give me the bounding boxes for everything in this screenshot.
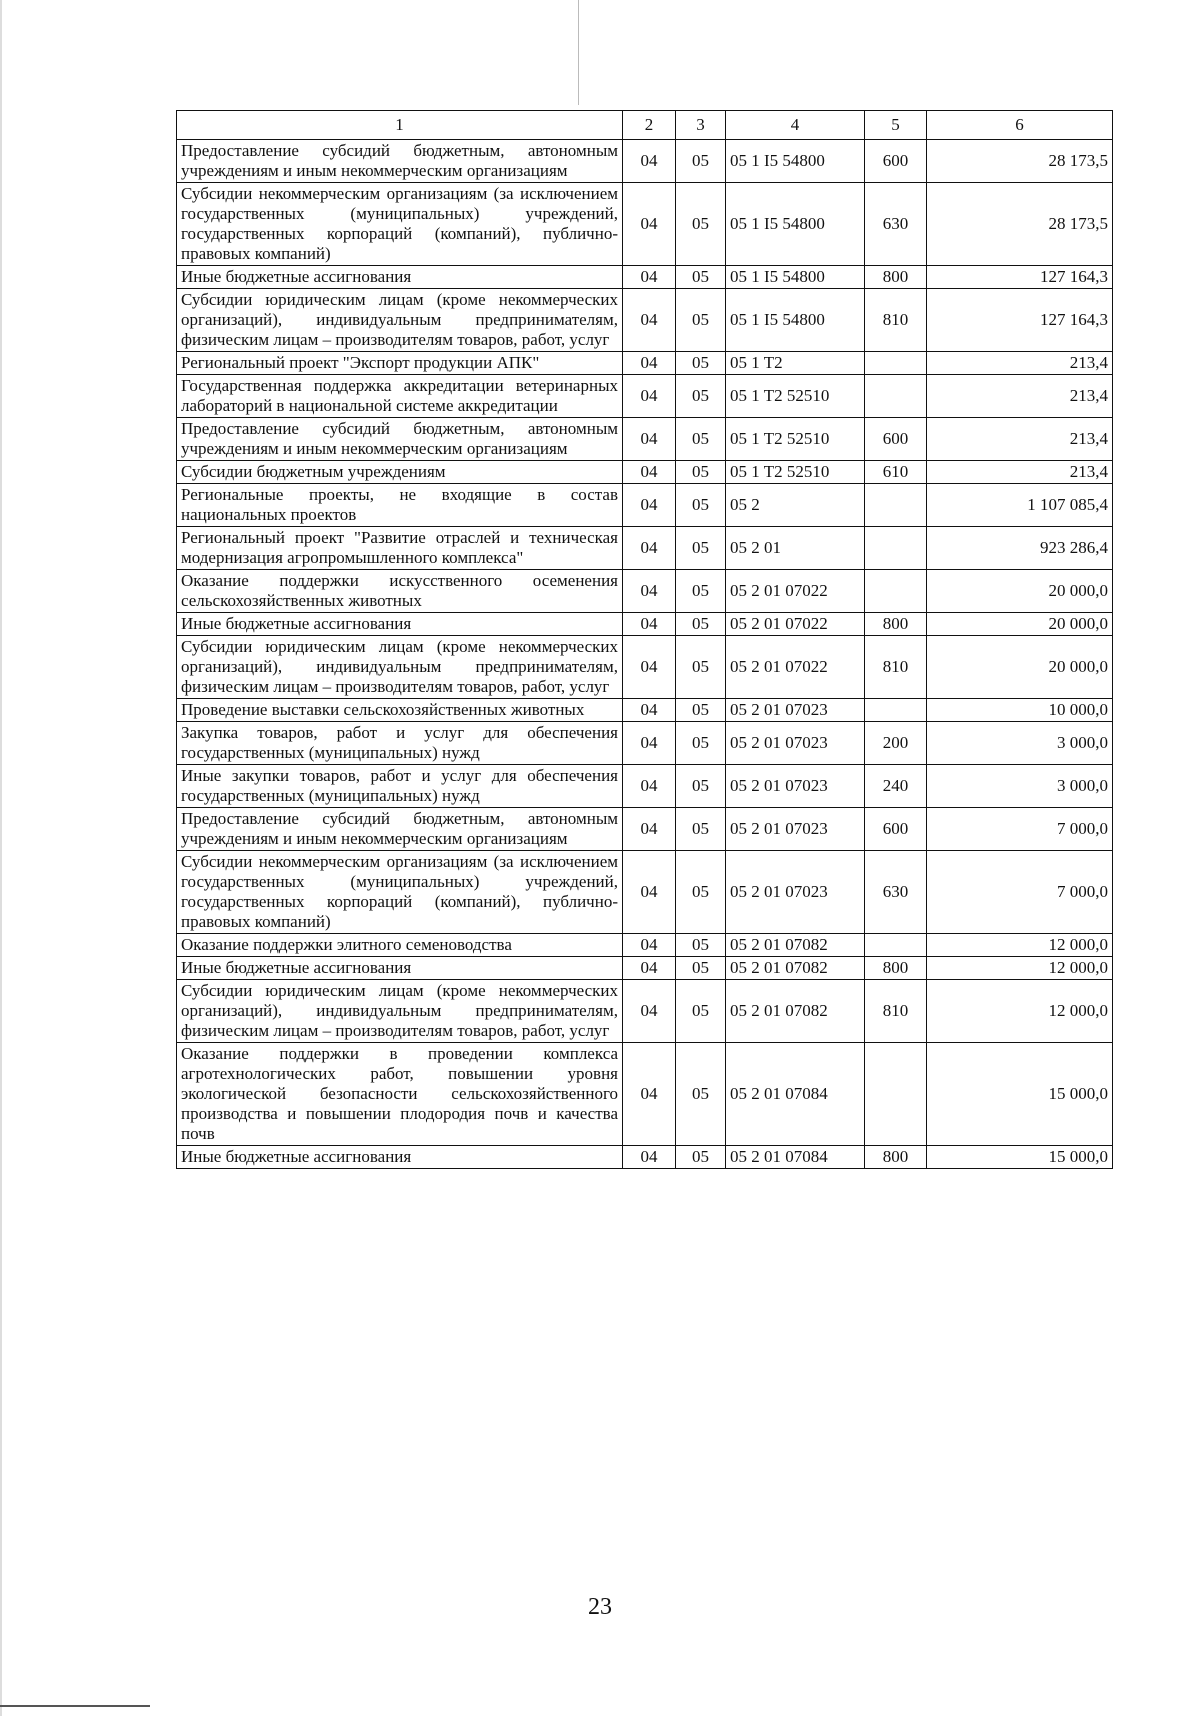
row-name-cell: Региональный проект "Экспорт продукции АПК" — [177, 352, 623, 375]
row-subsection-cell: 05 — [676, 980, 726, 1043]
row-name-cell: Региональный проект "Развитие отраслей и техническая модернизация агропромышленного комплекса" — [177, 527, 623, 570]
row-amount-cell: 28 173,5 — [927, 140, 1113, 183]
row-name-cell: Закупка товаров, работ и услуг для обеспечения государственных (муниципальных) нужд — [177, 722, 623, 765]
row-section-cell: 04 — [623, 484, 676, 527]
row-subsection-cell: 05 — [676, 765, 726, 808]
row-subsection-cell: 05 — [676, 1146, 726, 1169]
row-target-article-cell: 05 2 01 07023 — [726, 722, 865, 765]
row-amount-cell: 213,4 — [927, 352, 1113, 375]
row-expense-type-cell: 800 — [865, 266, 927, 289]
row-subsection-cell: 05 — [676, 375, 726, 418]
row-target-article-cell: 05 1 I5 54800 — [726, 266, 865, 289]
row-name-cell: Оказание поддержки в проведении комплекса агротехнологических работ, повышении уровня экологической безопасности сельскохозяйственного производства и повышении плодородия почв и качества почв — [177, 1043, 623, 1146]
row-target-article-cell: 05 2 01 07082 — [726, 934, 865, 957]
row-amount-cell: 12 000,0 — [927, 980, 1113, 1043]
row-subsection-cell: 05 — [676, 934, 726, 957]
row-target-article-cell: 05 2 01 07023 — [726, 808, 865, 851]
row-expense-type-cell: 810 — [865, 636, 927, 699]
row-subsection-cell: 05 — [676, 1043, 726, 1146]
row-subsection-cell: 05 — [676, 418, 726, 461]
row-subsection-cell: 05 — [676, 266, 726, 289]
row-target-article-cell: 05 2 01 07022 — [726, 570, 865, 613]
row-target-article-cell: 05 1 T2 52510 — [726, 418, 865, 461]
table-row — [177, 418, 1113, 461]
column-header-2: 2 — [623, 111, 676, 140]
row-target-article-cell: 05 1 I5 54800 — [726, 140, 865, 183]
row-target-article-cell: 05 1 I5 54800 — [726, 183, 865, 266]
row-section-cell: 04 — [623, 352, 676, 375]
table-row — [177, 613, 1113, 636]
row-section-cell: 04 — [623, 699, 676, 722]
budget-table — [176, 110, 1113, 1169]
row-name-cell: Иные бюджетные ассигнования — [177, 613, 623, 636]
row-expense-type-cell: 240 — [865, 765, 927, 808]
row-amount-cell: 127 164,3 — [927, 289, 1113, 352]
column-header-5: 5 — [865, 111, 927, 140]
table-header-row — [177, 111, 1113, 140]
row-amount-cell: 3 000,0 — [927, 722, 1113, 765]
row-target-article-cell: 05 2 01 07084 — [726, 1043, 865, 1146]
row-expense-type-cell — [865, 934, 927, 957]
table-row — [177, 1043, 1113, 1146]
row-expense-type-cell: 630 — [865, 183, 927, 266]
row-subsection-cell: 05 — [676, 613, 726, 636]
scan-fold-line — [578, 0, 579, 105]
row-expense-type-cell: 800 — [865, 1146, 927, 1169]
row-expense-type-cell — [865, 375, 927, 418]
row-amount-cell: 12 000,0 — [927, 934, 1113, 957]
row-subsection-cell: 05 — [676, 636, 726, 699]
row-target-article-cell: 05 2 — [726, 484, 865, 527]
row-amount-cell: 3 000,0 — [927, 765, 1113, 808]
row-target-article-cell: 05 1 I5 54800 — [726, 289, 865, 352]
table-row — [177, 570, 1113, 613]
row-subsection-cell: 05 — [676, 808, 726, 851]
table-row — [177, 484, 1113, 527]
row-section-cell: 04 — [623, 266, 676, 289]
row-name-cell: Иные бюджетные ассигнования — [177, 1146, 623, 1169]
table-row — [177, 765, 1113, 808]
table-row — [177, 140, 1113, 183]
row-expense-type-cell — [865, 699, 927, 722]
row-subsection-cell: 05 — [676, 484, 726, 527]
row-section-cell: 04 — [623, 1043, 676, 1146]
row-section-cell: 04 — [623, 613, 676, 636]
column-header-1: 1 — [177, 111, 623, 140]
bottom-rule — [0, 1705, 150, 1707]
row-amount-cell: 20 000,0 — [927, 613, 1113, 636]
row-expense-type-cell: 810 — [865, 980, 927, 1043]
row-expense-type-cell: 630 — [865, 851, 927, 934]
row-section-cell: 04 — [623, 980, 676, 1043]
row-name-cell: Иные бюджетные ассигнования — [177, 266, 623, 289]
row-subsection-cell: 05 — [676, 352, 726, 375]
table-row — [177, 636, 1113, 699]
row-target-article-cell: 05 2 01 07082 — [726, 980, 865, 1043]
row-section-cell: 04 — [623, 1146, 676, 1169]
row-section-cell: 04 — [623, 765, 676, 808]
row-subsection-cell: 05 — [676, 527, 726, 570]
row-subsection-cell: 05 — [676, 570, 726, 613]
row-target-article-cell: 05 2 01 — [726, 527, 865, 570]
row-name-cell: Иные бюджетные ассигнования — [177, 957, 623, 980]
row-amount-cell: 7 000,0 — [927, 851, 1113, 934]
row-amount-cell: 10 000,0 — [927, 699, 1113, 722]
row-target-article-cell: 05 1 T2 52510 — [726, 461, 865, 484]
row-amount-cell: 15 000,0 — [927, 1043, 1113, 1146]
row-amount-cell: 213,4 — [927, 375, 1113, 418]
row-amount-cell: 213,4 — [927, 418, 1113, 461]
row-section-cell: 04 — [623, 527, 676, 570]
table-row — [177, 289, 1113, 352]
table-row — [177, 722, 1113, 765]
row-section-cell: 04 — [623, 140, 676, 183]
row-target-article-cell: 05 2 01 07082 — [726, 957, 865, 980]
row-amount-cell: 1 107 085,4 — [927, 484, 1113, 527]
row-target-article-cell: 05 1 T2 — [726, 352, 865, 375]
row-target-article-cell: 05 1 T2 52510 — [726, 375, 865, 418]
row-target-article-cell: 05 2 01 07023 — [726, 765, 865, 808]
row-expense-type-cell: 800 — [865, 613, 927, 636]
table-row — [177, 808, 1113, 851]
row-target-article-cell: 05 2 01 07023 — [726, 851, 865, 934]
row-name-cell: Субсидии некоммерческим организациям (за исключением государственных (муниципальных) учреждений, государственных корпораций (компаний), публично-правовых компаний) — [177, 183, 623, 266]
row-subsection-cell: 05 — [676, 699, 726, 722]
table-row — [177, 266, 1113, 289]
row-amount-cell: 12 000,0 — [927, 957, 1113, 980]
table-row — [177, 934, 1113, 957]
row-subsection-cell: 05 — [676, 140, 726, 183]
row-amount-cell: 127 164,3 — [927, 266, 1113, 289]
row-name-cell: Региональные проекты, не входящие в состав национальных проектов — [177, 484, 623, 527]
page-edge — [0, 0, 2, 1716]
row-subsection-cell: 05 — [676, 722, 726, 765]
row-section-cell: 04 — [623, 934, 676, 957]
row-name-cell: Субсидии некоммерческим организациям (за исключением государственных (муниципальных) учреждений, государственных корпораций (компаний), публично-правовых компаний) — [177, 851, 623, 934]
row-name-cell: Иные закупки товаров, работ и услуг для обеспечения государственных (муниципальных) нужд — [177, 765, 623, 808]
row-section-cell: 04 — [623, 851, 676, 934]
row-subsection-cell: 05 — [676, 461, 726, 484]
table-row — [177, 527, 1113, 570]
row-expense-type-cell — [865, 1043, 927, 1146]
row-section-cell: 04 — [623, 418, 676, 461]
row-name-cell: Субсидии юридическим лицам (кроме некоммерческих организаций), индивидуальным предпринимателям, физическим лицам – производителям товаров, работ, услуг — [177, 980, 623, 1043]
row-target-article-cell: 05 2 01 07023 — [726, 699, 865, 722]
row-name-cell: Оказание поддержки элитного семеноводства — [177, 934, 623, 957]
row-amount-cell: 923 286,4 — [927, 527, 1113, 570]
row-section-cell: 04 — [623, 570, 676, 613]
row-name-cell: Субсидии юридическим лицам (кроме некоммерческих организаций), индивидуальным предпринимателям, физическим лицам – производителям товаров, работ, услуг — [177, 636, 623, 699]
row-section-cell: 04 — [623, 957, 676, 980]
table-row — [177, 461, 1113, 484]
row-subsection-cell: 05 — [676, 851, 726, 934]
row-section-cell: 04 — [623, 375, 676, 418]
row-expense-type-cell: 600 — [865, 140, 927, 183]
row-amount-cell: 28 173,5 — [927, 183, 1113, 266]
column-header-4: 4 — [726, 111, 865, 140]
row-section-cell: 04 — [623, 808, 676, 851]
row-target-article-cell: 05 2 01 07022 — [726, 613, 865, 636]
row-amount-cell: 15 000,0 — [927, 1146, 1113, 1169]
row-section-cell: 04 — [623, 183, 676, 266]
row-section-cell: 04 — [623, 461, 676, 484]
row-name-cell: Предоставление субсидий бюджетным, автономным учреждениям и иным некоммерческим организациям — [177, 418, 623, 461]
row-name-cell: Предоставление субсидий бюджетным, автономным учреждениям и иным некоммерческим организациям — [177, 808, 623, 851]
row-amount-cell: 213,4 — [927, 461, 1113, 484]
row-expense-type-cell: 610 — [865, 461, 927, 484]
row-target-article-cell: 05 2 01 07084 — [726, 1146, 865, 1169]
row-expense-type-cell — [865, 352, 927, 375]
column-header-3: 3 — [676, 111, 726, 140]
row-name-cell: Оказание поддержки искусственного осеменения сельскохозяйственных животных — [177, 570, 623, 613]
table-row — [177, 352, 1113, 375]
row-amount-cell: 20 000,0 — [927, 636, 1113, 699]
row-target-article-cell: 05 2 01 07022 — [726, 636, 865, 699]
row-section-cell: 04 — [623, 636, 676, 699]
page-number: 23 — [588, 1594, 612, 1620]
row-expense-type-cell: 200 — [865, 722, 927, 765]
row-expense-type-cell: 600 — [865, 418, 927, 461]
row-section-cell: 04 — [623, 289, 676, 352]
column-header-6: 6 — [927, 111, 1113, 140]
table-row — [177, 980, 1113, 1043]
row-name-cell: Проведение выставки сельскохозяйственных животных — [177, 699, 623, 722]
table-row — [177, 183, 1113, 266]
row-expense-type-cell: 800 — [865, 957, 927, 980]
row-subsection-cell: 05 — [676, 183, 726, 266]
row-expense-type-cell: 810 — [865, 289, 927, 352]
row-subsection-cell: 05 — [676, 289, 726, 352]
table-row — [177, 1146, 1113, 1169]
row-name-cell: Государственная поддержка аккредитации ветеринарных лабораторий в национальной системе аккредитации — [177, 375, 623, 418]
table-row — [177, 375, 1113, 418]
row-amount-cell: 20 000,0 — [927, 570, 1113, 613]
row-expense-type-cell: 600 — [865, 808, 927, 851]
row-expense-type-cell — [865, 484, 927, 527]
row-section-cell: 04 — [623, 722, 676, 765]
table-row — [177, 851, 1113, 934]
row-name-cell: Субсидии юридическим лицам (кроме некоммерческих организаций), индивидуальным предпринимателям, физическим лицам – производителям товаров, работ, услуг — [177, 289, 623, 352]
row-expense-type-cell — [865, 527, 927, 570]
table-row — [177, 699, 1113, 722]
row-name-cell: Субсидии бюджетным учреждениям — [177, 461, 623, 484]
row-expense-type-cell — [865, 570, 927, 613]
row-subsection-cell: 05 — [676, 957, 726, 980]
row-name-cell: Предоставление субсидий бюджетным, автономным учреждениям и иным некоммерческим организациям — [177, 140, 623, 183]
row-amount-cell: 7 000,0 — [927, 808, 1113, 851]
table-row — [177, 957, 1113, 980]
